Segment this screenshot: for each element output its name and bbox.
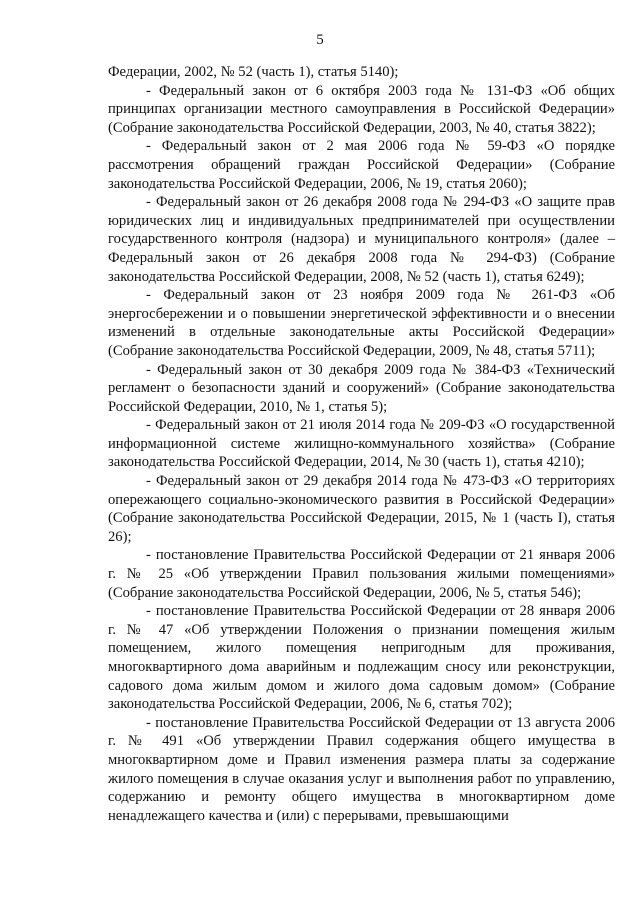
paragraph-law-473-fz: - Федеральный закон от 29 декабря 2014 года № 473-ФЗ «О территориях опережающего социально-экономического развития в Российской Федерации» (Собрание законодательства Российской Федерации, 2015, № 1 (часть I), статья 26); <box>108 473 615 545</box>
paragraph-resolution-25: - постановление Правительства Российской Федерации от 21 января 2006 г. № 25 «Об утверждении Правил пользования жилыми помещениями» (Собрание законодательства Российской Федерации, 2006, № 5, статья 546); <box>108 547 615 601</box>
paragraph-law-261-fz: - Федеральный закон от 23 ноября 2009 года № 261-ФЗ «Об энергосбережении и о повышении энергетической эффективности и о внесении изменений в отдельные законодательные акты Российской Федерации» (Собрание законодательства Российской Федерации, 2009, № 48, статья 5711); <box>108 287 615 359</box>
paragraph-law-131-fz: - Федеральный закон от 6 октября 2003 года № 131-ФЗ «Об общих принципах организации местного самоуправления в Российской Федерации» (Собрание законодательства Российской Федерации, 2003, № 40, статья 3822); <box>108 82 615 136</box>
paragraph-continuation: Федерации, 2002, № 52 (часть 1), статья 5140); <box>108 64 399 80</box>
page-number: 5 <box>316 32 324 48</box>
paragraph-resolution-47: - постановление Правительства Российской Федерации от 28 января 2006 г. № 47 «Об утверждении Положения о признании помещения жилым помещением, жилого помещения непригодным для проживания, многоквартирного дома аварийным и подлежащим сносу или реконструкции, садового дома жилым домом и жилого дома садовым домом» (Собрание законодательства Российской Федерации, 2006, № 6, статья 702); <box>108 603 615 713</box>
paragraph-law-384-fz: - Федеральный закон от 30 декабря 2009 года № 384-ФЗ «Технический регламент о безопасности зданий и сооружений» (Собрание законодательства Российской Федерации, 2010, № 1, статья 5); <box>108 361 615 415</box>
document-body <box>108 63 615 825</box>
paragraph-resolution-491: - постановление Правительства Российской Федерации от 13 августа 2006 г. № 491 «Об утверждении Правил содержания общего имущества в многоквартирном доме и Правил изменения размера платы за содержание жилого помещения в случае оказания услуг и выполнения работ по управлению, содержанию и ремонту общего имущества в многоквартирном доме ненадлежащего качества и (или) с перерывами, превышающими <box>108 714 615 824</box>
paragraph-law-294-fz: - Федеральный закон от 26 декабря 2008 года № 294-ФЗ «О защите прав юридических лиц и индивидуальных предпринимателей при осуществлении государственного контроля (надзора) и муниципального контроля» (далее – Федеральный закон от 26 декабря 2008 года № 294-ФЗ) (Собрание законодательства Российской Федерации, 2008, № 52 (часть 1), статья 6249); <box>108 194 615 285</box>
paragraph-law-59-fz: - Федеральный закон от 2 мая 2006 года № 59-ФЗ «О порядке рассмотрения обращений граждан Российской Федерации» (Собрание законодательства Российской Федерации, 2006, № 19, статья 2060); <box>108 138 615 192</box>
paragraph-law-209-fz: - Федеральный закон от 21 июля 2014 года № 209-ФЗ «О государственной информационной системе жилищно-коммунального хозяйства» (Собрание законодательства Российской Федерации, 2014, № 30 (часть 1), статья 4210); <box>108 417 615 471</box>
